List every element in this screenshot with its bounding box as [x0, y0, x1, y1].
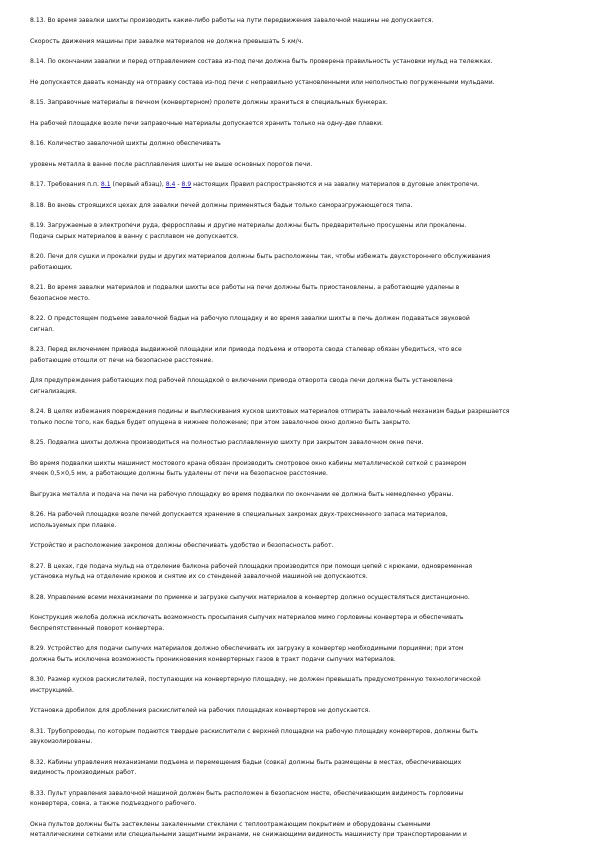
paragraph-line: 8.19. Загружаемые в электропечи руда, ферросплавы и другие материалы должны быть предварительно просушены или прокалены. [30, 222, 467, 229]
section-link[interactable]: 8.4 [165, 181, 176, 188]
paragraph-line: работающих. [30, 263, 73, 271]
paragraph-line: Во время подвалки шихты машинист мостового крана обязан производить смотровое окно кабины металлической сеткой с размером [30, 459, 467, 467]
paragraph-line: только после того, как бадья будет опущена в нижнее положение; при этом завалочное окно должно быть закрыто. [30, 418, 411, 426]
section-link[interactable]: 8.1 [100, 181, 111, 188]
paragraph-line: 8.20. Печи для сушки и прокалки руды и других материалов должны быть расположены так, чтобы избежать двухстороннего обслуживания [30, 253, 491, 260]
paragraph-line: звукоизолированы. [30, 738, 93, 745]
paragraph-line: 8.33. Пульт управления завалочной машиной должен быть расположен в безопасном месте, обеспечивающим видимость горловины [30, 789, 464, 797]
paragraph-line: конвертера, совка, а также подъездного рабочего. [30, 800, 197, 807]
paragraph-line: 8.30. Размер кусков раскислителей, поступающих на конвертерную площадку, не должен превышать предусмотренную технологической [30, 676, 481, 683]
paragraph-p25 [30, 613, 565, 634]
paragraph-line: работающие отошли от печи на безопасное расстояние. [30, 356, 214, 364]
paragraph-line: сигнализация. [30, 387, 77, 395]
paragraph-p24 [30, 593, 565, 604]
paragraph-p28 [30, 706, 565, 717]
paragraph-line: видимость производимых работ. [30, 769, 137, 776]
paragraph-line: Конструкция желоба должна исключать возможность просыпания сыпучих материалов мимо горловины конвертера и обеспечивать [30, 614, 464, 621]
paragraph-p16 [30, 376, 565, 397]
paragraph-line: ячеек 0,5×0,5 мм, а работающие должны быть удалены от печи на безопасное расстояние. [30, 470, 328, 477]
paragraph-p11 [30, 221, 565, 242]
paragraph-p30 [30, 758, 565, 779]
paragraph-line: Подача сырых материалов в ванну с расплавом не допускается. [30, 232, 239, 240]
section-link[interactable]: 8.9 [181, 181, 192, 188]
paragraph-line: 8.15. Заправочные материалы в печном (конвертерном) пролете должны храниться в специальных бункерах. [30, 99, 388, 106]
paragraph-line: 8.32. Кабины управления механизмами подъема и перемещения бадьи (совка) должны быть размещены в местах, обеспечивающих [30, 758, 462, 766]
paragraph-line: 8.22. О предстоящем подъеме завалочной бадьи на рабочую площадку и во время завалки шихты в печь должен подаваться звуковой [30, 315, 470, 322]
paragraph-line: 8.31. Трубопроводы, по которым подаются твердые раскислители с верхней площадки на рабочую площадку конвертеров, должны быть [30, 727, 478, 735]
paragraph-line: 8.13. Во время завалки шихты производить какие-либо работы на пути передвижения завалочной машины не допускается. [30, 17, 434, 24]
paragraph-line: 8.18. Во вновь строящихся цехах для завалки печей должны применяться бадьи только саморазгружающегося типа. [30, 201, 413, 209]
paragraph-line: инструкцией. [30, 686, 74, 694]
paragraph-p5 [30, 98, 565, 109]
paragraph-p12 [30, 252, 565, 273]
paragraph-line [30, 180, 565, 191]
paragraph-p20 [30, 490, 565, 501]
paragraph-p9 [30, 180, 565, 191]
paragraph-p23 [30, 562, 565, 583]
paragraph-line: 8.23. Перед включением привода выдвижной площадки или привода подъема и отворота свода сталевар обязан убедиться, что все [30, 346, 462, 353]
paragraph-line: 8.27. В цехах, где подача мульд на отделение балкона рабочей площадки производится при помощи цепей с крюками, одновременная [30, 562, 473, 570]
paragraph-line: безопасное место. [30, 294, 90, 302]
paragraph-p27 [30, 675, 565, 696]
paragraph-line: Для предупреждения работающих под рабочей площадкой о включении привода отворота свода печи должна быть установлена [30, 377, 453, 384]
paragraph-text: 8.17. Требования п.п. [30, 181, 101, 188]
paragraph-line: Установка дробилок для дробления раскислителей на рабочих площадках конвертеров не допускается. [30, 707, 371, 714]
paragraph-line: должна быть исключена возможность проникновения конвертерных газов в тракт подачи сыпучих материалов. [30, 655, 396, 663]
paragraph-line: Скорость движения машины при завалке материалов не должна превышать 5 км/ч. [30, 37, 304, 45]
paragraph-p22 [30, 541, 565, 552]
paragraph-line: 8.26. На рабочей площадке возле печей допускается хранение в специальных закромах двух-трехсменного запаса материалов, [30, 511, 448, 518]
paragraph-p26 [30, 644, 565, 665]
paragraph-p10 [30, 201, 565, 212]
paragraph-line: 8.24. В целях избежания повреждения подины и выплескивания кусков шихтовых материалов отпирать завалочный механизм бадьи разрешается [30, 408, 510, 415]
paragraph-text: (первый абзац), [110, 181, 166, 188]
paragraph-line: 8.16. Количество завалочной шихты должно обеспечивать [30, 140, 221, 147]
paragraph-p14 [30, 314, 565, 335]
paragraph-line: 8.25. Подвалка шихты должна производиться на полностью расплавленную шихту при закрытом завалочном окне печи. [30, 439, 424, 446]
paragraph-line: 8.21. Во время завалки материалов и подвалки шихты все работы на печи должны быть приостановлены, а работающие удалены в [30, 284, 460, 291]
paragraph-p19 [30, 459, 565, 480]
paragraph-p3 [30, 57, 565, 68]
paragraph-p13 [30, 283, 565, 304]
paragraph-p1 [30, 16, 565, 27]
paragraph-line: уровень металла в ванне после расплавления шихты не выше основных порогов печи. [30, 160, 313, 168]
document-body [30, 16, 565, 841]
paragraph-p8 [30, 160, 565, 171]
paragraph-text: настоящих Правил распространяются и на завалку материалов в дуговые электропечи. [191, 181, 480, 188]
paragraph-p18 [30, 438, 565, 449]
paragraph-line: установка мульд на отделение крюков и снятие их со стенденей завалочной машиной не допускаются. [30, 573, 368, 580]
paragraph-line: На рабочей площадке возле печи заправочные материалы допускается хранить только на одну-две плавки. [30, 119, 383, 127]
paragraph-line: 8.29. Устройство для подачи сыпучих материалов должно обеспечивать их загрузку в конвертер необходимыми порциями; при этом [30, 645, 464, 652]
paragraph-line: 8.28. Управление всеми механизмами по приемке и загрузке сыпучих материалов в конвертер должно осуществляться дистанционно. [30, 593, 470, 601]
paragraph-line: сигнал. [30, 325, 55, 333]
paragraph-p6 [30, 119, 565, 130]
paragraph-p32 [30, 820, 565, 841]
paragraph-line: 8.14. По окончании завалки и перед отправлением состава из-под печи должна быть проверена правильность установки мульд на тележках. [30, 58, 493, 65]
paragraph-p21 [30, 510, 565, 531]
paragraph-line: Выгрузка металла и подача на печи на рабочую площадку во время подвалки по окончании ее должна быть немедленно убраны. [30, 490, 454, 498]
paragraph-p29 [30, 727, 565, 748]
paragraph-p17 [30, 407, 565, 428]
paragraph-line: Устройство и расположение закромов должны обеспечивать удобство и безопасность работ. [30, 542, 334, 549]
paragraph-line: беспрепятственный поворот конвертера. [30, 624, 165, 632]
paragraph-line: металлическими сетками или специальными защитными экранами, не снижающими видимость машинисту при транспортировании и [30, 831, 467, 838]
paragraph-text: - [175, 181, 182, 188]
paragraph-line: используемых при плавке. [30, 521, 117, 529]
paragraph-p4 [30, 78, 565, 89]
paragraph-line: Не допускается давать команду на отправку состава из-под печи с неправильно установленными или неполностью погруженными мульдами. [30, 78, 495, 86]
paragraph-p31 [30, 789, 565, 810]
paragraph-p2 [30, 37, 565, 48]
paragraph-p7 [30, 139, 565, 150]
paragraph-line: Окна пультов должны быть застеклены закаленными стеклами с теплоотражающим покрытием и оборудованы съемными [30, 820, 431, 828]
paragraph-p15 [30, 345, 565, 366]
